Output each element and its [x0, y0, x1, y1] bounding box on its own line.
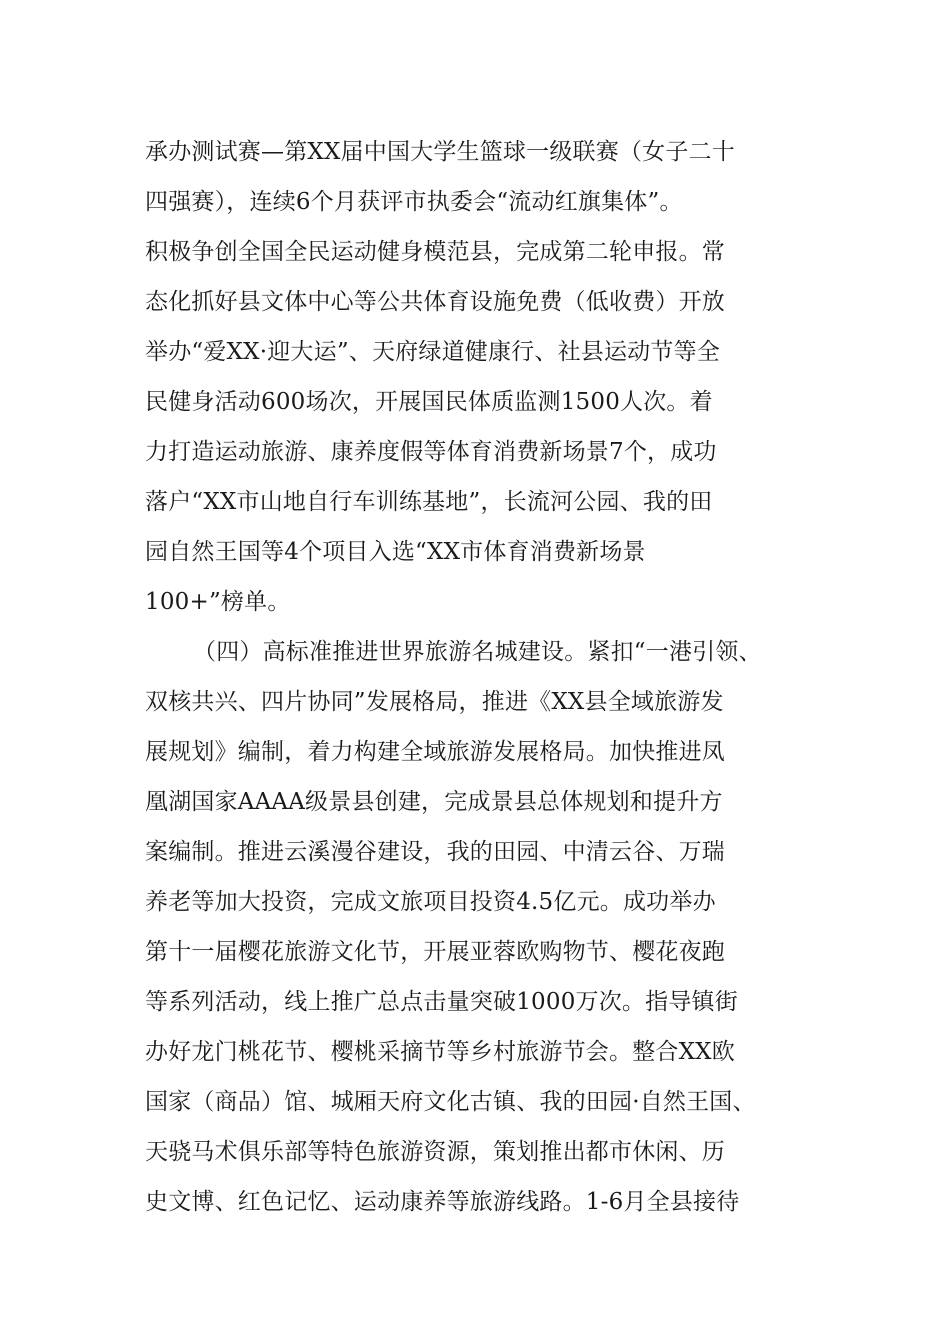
text-line: 展规划》编制，着力构建全域旅游发展格局。加快推进凤 — [145, 739, 725, 765]
text-line: 养老等加大投资，完成文旅项目投资4.5亿元。成功举办 — [145, 889, 716, 915]
text-line: 国家（商品）馆、城厢天府文化古镇、我的田园·自然王国、 — [145, 1089, 756, 1115]
text-line: 史文博、红色记忆、运动康养等旅游线路。1-6月全县接待 — [145, 1189, 740, 1215]
text-line: 民健身活动600场次，开展国民体质监测1500人次。着 — [145, 389, 713, 415]
text-line: 积极争创全国全民运动健身模范县，完成第二轮申报。常 — [145, 239, 725, 265]
document-body — [145, 127, 825, 1227]
section-heading-line: （四）高标准推进世界旅游名城建设。紧扣“一港引领、 — [193, 639, 762, 665]
text-line: 天骁马术俱乐部等特色旅游资源，策划推出都市休闲、历 — [145, 1139, 725, 1165]
text-line: 承办测试赛—第XX届中国大学生篮球一级联赛（女子二十 — [145, 139, 735, 165]
text-line: 力打造运动旅游、康养度假等体育消费新场景7个，成功 — [145, 439, 717, 465]
text-line: 态化抓好县文体中心等公共体育设施免费（低收费）开放 — [145, 289, 725, 315]
text-line: 案编制。推进云溪漫谷建设，我的田园、中清云谷、万瑞 — [145, 839, 725, 865]
text-line: 园自然王国等4个项目入选“XX市体育消费新场景 — [145, 539, 646, 565]
text-line: 100+”榜单。 — [145, 589, 291, 615]
text-line: 双核共兴、四片协同”发展格局，推进《XX县全域旅游发 — [145, 689, 724, 715]
text-line: 落户“XX市山地自行车训练基地”，长流河公园、我的田 — [145, 489, 713, 515]
text-line: 等系列活动，线上推广总点击量突破1000万次。指导镇街 — [145, 989, 738, 1015]
text-line: 第十一届樱花旅游文化节，开展亚蓉欧购物节、樱花夜跑 — [145, 939, 725, 965]
text-line: 举办“爱XX·迎大运”、天府绿道健康行、社县运动节等全 — [145, 339, 720, 365]
text-line: 办好龙门桃花节、樱桃采摘节等乡村旅游节会。整合XX欧 — [145, 1039, 735, 1065]
text-line: 凰湖国家AAAA级景县创建，完成景县总体规划和提升方 — [145, 789, 723, 815]
text-line: 四强赛），连续6个月获评市执委会“流动红旗集体”。 — [145, 189, 683, 215]
